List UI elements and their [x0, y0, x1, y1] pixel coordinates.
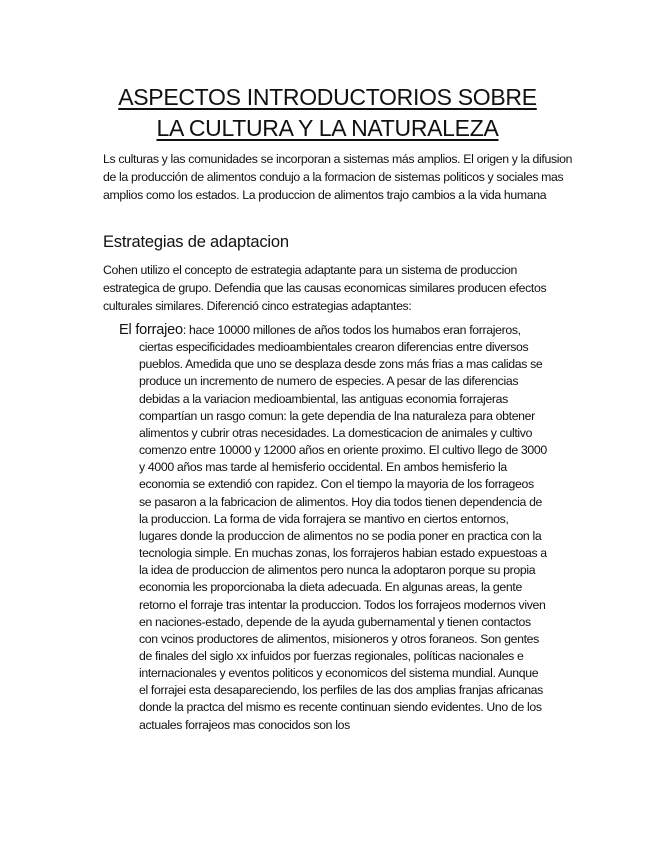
list-item	[119, 322, 549, 734]
title-line-2: LA CULTURA Y LA NATURALEZA	[156, 115, 499, 141]
strategies-list	[119, 322, 549, 734]
title-line-1: ASPECTOS INTRODUCTORIOS SOBRE	[118, 84, 537, 110]
document-title	[60, 82, 595, 144]
intro-paragraph: Ls culturas y las comunidades se incorporan a sistemas más amplios. El origen y la difusion de la producción de alimentos condujo a la formacion de sistemas politicos y sociales mas amplios como los estados. La produccion de alimentos trajo cambios a la vida humana	[103, 152, 573, 202]
list-item-text: : hace 10000 millones de años todos los humabos eran forrajeros, ciertas especificidades medioambientales crearon diferencias entre diversos pueblos. Amedida que uno se desplaza desde zons más frias a mas calidas se produce un incremento de numero de especies. A pesar de las diferencias debidas a la variacion medioambiental, las antiguas economia forrajeras compartían un rasgo comun: la gete dependia de lna naturaleza para obtener alimentos y cubrir otras necesidades. La domesticacion de animales y cultivo comenzo entre 10000 y 12000 años en oriente proximo. El cultivo llego de 3000 y 4000 años mas tarde al hemisferio occidental. En ambos hemisferio la economia se extendió con rapidez. Con el tiempo la mayoria de los forrageos se pasaron a la fabricacion de alimentos. Hoy dia todos tienen dependencia de la produccion. La forma de vida forrajera se mantivo en ciertos entornos, lugares donde la produccion de alimentos no se podia poner en practica con la tecnologia simple. En muchas zonas, los forrajeros habian estado expuestoas a la idea de produccion de alimentos pero nunca la adoptaron porque su propia economia les proporcionaba la dieta adecuada. En algunas areas, la gente retorno el forraje tras intentar la produccion. Todos los forrajeos modernos viven en naciones-estado, depende de la ayuda gubernamental y tienen contactos con vcinos productores de alimentos, misioneros y otros foraneos. Son gentes de finales del siglo xx infuidos por fuerzas regionales, políticas nacionales e internacionales y eventos politicos y economicos del sistema mundial. Aunque el forrajei esta desapareciendo, los perfiles de las dos amplias franjas africanas donde la practca del mismo es recente continuan siendo evidentes. Uno de los actuales forrajeos mas conocidos son los	[139, 323, 547, 732]
list-item-term: El forrajeo	[119, 322, 183, 338]
strategies-paragraph: Cohen utilizo el concepto de estrategia adaptante para un sistema de produccion estrategica de grupo. Defendia que las causas economicas similares producen efectos culturales similares. Diferenció cinco estrategias adaptantes:	[103, 263, 547, 313]
section-heading: Estrategias de adaptacion	[103, 233, 289, 251]
